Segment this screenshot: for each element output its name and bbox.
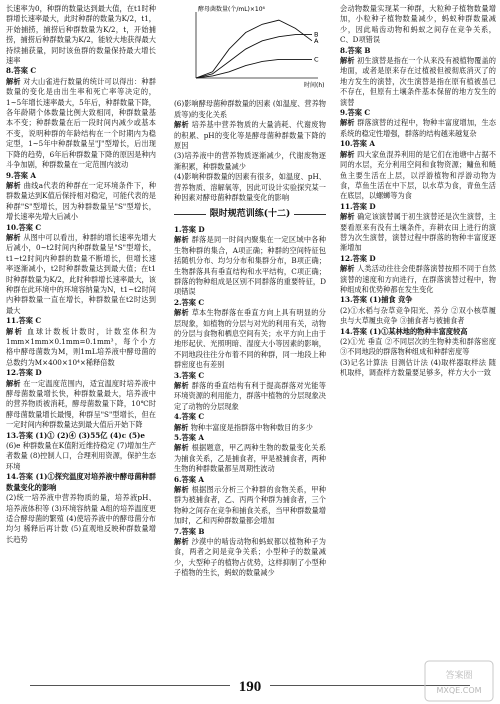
body-text: 草本生物群落在垂直方向上具有明显的分层现象，如植物的分层与对光的利用有关，动物的分层与食物和栖息空间有关；水平方向上由于地形起伏、光照明暗、湿度大小等因素的影响，不同地段往往分布着不同的种群，同一地段上种群密度也有差别: [174, 308, 326, 370]
series-label-A: A: [314, 36, 319, 45]
chart-title: 酵母菌数量(个/mL)×10⁶: [198, 6, 265, 13]
x-axis-label: 时间(h): [304, 82, 325, 89]
question-number: 6.: [174, 474, 182, 484]
body-text: A: [198, 433, 204, 442]
body-text: A: [369, 139, 375, 149]
answer-line: [174, 433, 326, 443]
answer-line: [6, 66, 156, 76]
answer-label: 答案: [181, 526, 196, 536]
body-text: 人类活动往往会使群落演替按照不同于自然演替的速度和方向进行，在群落演替过程中，物种组成和优势种都在发生变化: [340, 264, 496, 294]
question-number: 5.: [174, 433, 182, 442]
body-text: 物种丰富度是指群落中物种数目的多少: [190, 422, 313, 432]
body-text: (1)①某林地的物种丰富度较高: [369, 326, 468, 336]
answer-line: [340, 327, 496, 337]
body-text: B: [198, 526, 205, 536]
column-right: [340, 4, 496, 379]
analysis-label: 解析: [6, 326, 24, 336]
explanation-paragraph: [340, 4, 496, 46]
section-title: 限时规范训练(十二): [174, 209, 326, 219]
analysis-label: 解析: [174, 120, 189, 130]
answer-label: 答案: [18, 368, 33, 378]
explanation-paragraph: [340, 150, 496, 202]
column-left: [6, 4, 156, 545]
body-text: C: [30, 66, 37, 76]
answer-line: [6, 316, 156, 326]
answer-line: [174, 371, 326, 381]
analysis-label: 解析: [340, 149, 355, 159]
answer-label: 答案: [13, 170, 28, 180]
analysis-label: 解析: [174, 485, 189, 495]
body-text: 初生演替是指在一个从来没有被植物覆盖的地面，或者是原来存在过植被但被彻底消灭了的地方发生的演替，次生演替是指在原有植被虽已不存在，但原有土壤条件基本保留的地方发生的演替: [340, 56, 496, 107]
column-middle: [174, 4, 326, 579]
body-text: (6)影响酵母菌种群数量的因素 (如温度、营养物质等)的变化关系: [174, 99, 326, 119]
explanation-paragraph: [6, 379, 156, 431]
question-number: 10.: [340, 139, 353, 149]
body-text: 群落是同一时间内聚集在一定区域中各种生物种群的集合，A项正确；种群的空间特征包括随机分布、均匀分布和集群分布，B项正确；生物群落具有垂直结构和水平结构，C项正确；群落的物种组成是区别不同群落的重要特征，D项错误: [174, 235, 326, 297]
answer-label: 答案: [352, 201, 367, 211]
body-text: C: [198, 297, 205, 307]
population-growth-chart: [178, 4, 326, 92]
answer-label: 答案: [181, 474, 196, 484]
series-line-A: [196, 20, 312, 78]
body-text: 群落演替的过程中，物种丰富度增加，生态系统的稳定性增强，群落的结构越来越复杂: [340, 118, 496, 138]
answer-label: 答案: [18, 222, 33, 232]
footer-rule-left: [30, 685, 230, 686]
answer-label: 答案: [181, 297, 196, 307]
explanation-paragraph: [174, 235, 326, 297]
body-text: 对大山雀进行数量的统计可以得出：种群数量的变化是由出生率和死亡率等决定的，1~5年增长速率最大，5年后，种群数量下降，各年龄期个体数量比例大致相同，种群数量基本不变；种群数量在后一段时间内减少或基本不变，说明种群的年龄结构在一个时期内为稳定型，1~5年中种群数量呈"J"型增长，后出现下降的趋势，6年后种群数量下降的原因是种内斗争加剧，种群数量在一定范围内波动: [6, 76, 156, 170]
analysis-label: 解析: [6, 232, 21, 242]
body-text: (2)①水稻与杂草竞争阳光、养分 ②双小核草履虫与大草履虫竞争 ③捕食者与被捕食者: [340, 305, 496, 326]
explanation-paragraph: [340, 118, 496, 139]
analysis-label: 解析: [174, 308, 189, 318]
analysis-label: 解析: [340, 56, 355, 66]
question-number: 8.: [6, 66, 14, 76]
body-text: (3)培养液中的营养物质逐渐减少，代谢废物逐渐积累，种群数量减少: [174, 151, 326, 171]
explanation-paragraph: [174, 381, 326, 412]
body-text: (3)记名计算法 目测估计法 (4)取样器取样法 随机取样，调查样方数量要足够多，样方大小一致: [340, 357, 496, 378]
answer-line: [174, 475, 326, 485]
question-number: 14.: [340, 326, 353, 336]
body-text: C: [35, 222, 42, 232]
question-number: 12.: [340, 253, 353, 263]
body-text: 四大家鱼混养利用的是它们在池塘中占据不同的水层，充分利用空间和食物资源；鳙鱼和鲢鱼主要生活在上层，以浮游植物和浮游动物为食，草鱼生活在中下层，以水草为食，青鱼生活在底层，以螺蛳等为食: [340, 149, 496, 201]
answer-label: 答案: [18, 430, 33, 440]
body-text: D: [35, 368, 42, 378]
analysis-label: 解析: [174, 537, 189, 547]
answer-line: [174, 298, 326, 308]
question-number: 4.: [174, 412, 182, 422]
explanation-paragraph: [6, 181, 156, 223]
body-text: 确定该演替属于初生演替还是次生演替，主要看原来有没有土壤条件，弃耕农田上进行的演替为次生演替，演替过程中群落的物种丰富度逐渐增加: [340, 212, 496, 253]
body-text: C: [364, 108, 371, 118]
answer-label: 答案: [18, 472, 34, 482]
analysis-label: 解析: [6, 180, 22, 190]
explanation-paragraph: [340, 358, 496, 379]
question-number: 8.: [340, 45, 348, 55]
question-number: 9.: [6, 170, 14, 180]
explanation-paragraph: [6, 77, 156, 171]
body-text: 根据图示分析三个种群的食物关系，甲种群为被捕食者，乙、丙两个种群为捕食者，三个物种之间存在竞争和捕食关系，当甲种群数量增加时，乙和丙种群数量都会增加: [174, 485, 326, 526]
explanation-paragraph: [340, 264, 496, 295]
series-label-B: B: [314, 30, 319, 39]
analysis-label: 解析: [174, 235, 189, 245]
body-text: B: [364, 45, 371, 55]
question-number: 1.: [174, 224, 182, 234]
question-number: 12.: [6, 368, 19, 378]
watermark-text: 答案圈: [445, 671, 473, 681]
analysis-label: 解析: [340, 264, 355, 274]
answer-line: [340, 254, 496, 264]
answer-label: 答案: [18, 316, 33, 326]
question-number: 3.: [174, 370, 182, 380]
explanation-paragraph: [6, 441, 156, 472]
answer-label: 答案: [347, 108, 362, 118]
answer-label: 答案: [347, 45, 362, 55]
answer-label: 答案: [352, 326, 367, 336]
answer-label: 答案: [181, 433, 196, 442]
question-number: 7.: [174, 526, 182, 536]
answer-label: 答案: [352, 139, 367, 149]
body-text: (1)① (2)④ (3)55亿 (4)c (5)e: [35, 430, 145, 440]
answer-label: 答案: [352, 253, 367, 263]
body-text: (1)捕食 竞争: [369, 295, 413, 305]
body-text: D: [198, 224, 205, 234]
body-text: 从图中可以看出，种群的增长速率先增大后减小，0~t2时间内种群数量呈"S"型增长，t1~t2时间内种群的数量不断增长，但增长速率逐渐减小，t2时种群数量达到最大值；在t1时种群数量为K/2，此时种群增长速率最大，该种群在此环境中的环境容纳量为N，t1~t2时间内种群数量一直在增长，种群数量在t2时达到最大: [6, 232, 156, 315]
body-text: (4)影响种群数量的因素有很多，如温度、pH、营养物质、溶解氧等，因此可设计实验探究某一种因素对酵母菌种群数量变化的影响: [174, 172, 326, 203]
analysis-label: 解析: [174, 422, 189, 432]
body-text: A: [198, 474, 204, 484]
answer-line: [340, 139, 496, 149]
answer-label: 答案: [181, 224, 196, 234]
question-number: 11.: [340, 201, 353, 211]
answer-line: [340, 202, 496, 212]
answer-label: 答案: [13, 66, 28, 76]
answer-label: 答案: [181, 370, 196, 380]
answer-line: [340, 46, 496, 56]
answer-label: 答案: [352, 295, 367, 305]
explanation-paragraph: [174, 443, 326, 474]
body-text: (2)①光 垂直 ②不同层次的生物种类和群落密度 ③不同地段的群落物种组成和种群密度等: [340, 337, 496, 357]
analysis-label: 解析: [6, 378, 21, 388]
body-text: 血球计数板计数时，计数室体积为1mm×1mm×0.1mm=0.1mm³，每个小方格中酵母菌数为M，则1mL培养液中酵母菌的总数约为M×400×10⁴×稀释倍数: [6, 326, 156, 367]
question-number: 9.: [340, 108, 348, 118]
analysis-label: 解析: [174, 443, 189, 453]
question-number: 11.: [6, 316, 19, 326]
explanation-paragraph: [174, 99, 326, 120]
series-line-C: [196, 59, 312, 78]
body-text: D: [369, 253, 376, 263]
analysis-label: 解析: [6, 76, 21, 86]
answer-line: [6, 223, 156, 233]
series-line-B: [196, 35, 312, 78]
explanation-paragraph: [174, 172, 326, 203]
question-number: 13.: [6, 430, 19, 440]
question-number: 10.: [6, 222, 19, 232]
watermark-logo: [424, 660, 494, 702]
explanation-paragraph: [340, 337, 496, 358]
analysis-label: 解析: [340, 212, 355, 222]
explanation-paragraph: [174, 485, 326, 527]
body-text: (2)统一培养液中营养物质的量，培养液pH、培养液体积等 (3)环境容纳量 A组的培养温度更适合酵母菌的繁殖 (4)使培养液中的酵母菌分布均匀 稀释后再计数 (5)直观地反映种群数量增长趋势: [6, 493, 156, 544]
body-text: 会动物数量实现某一种群，大粒种子植物数量增加，小粒种子植物数量减少，蚂蚁种群数量减少，因此啮齿动物和蚂蚁之间存在竞争关系，C、D项错误: [340, 4, 496, 45]
explanation-paragraph: [174, 308, 326, 370]
explanation-paragraph: [340, 56, 496, 108]
body-text: A: [30, 170, 36, 180]
body-text: C: [198, 412, 205, 422]
explanation-paragraph: [340, 212, 496, 254]
body-text: D: [369, 201, 376, 211]
explanation-paragraph: [6, 493, 156, 545]
explanation-paragraph: [174, 423, 326, 433]
explanation-paragraph: [6, 233, 156, 316]
answer-line: [6, 171, 156, 181]
answer-line: [340, 295, 496, 305]
explanation-paragraph: [340, 306, 496, 327]
analysis-label: 解析: [174, 380, 189, 390]
body-text: 长速率为0，种群的数量达到最大值，在t1时种群增长速率最大，此时种群的数量为K/2，t1，开始捕捞，捕捞后种群数量为K/2，t，开始捕捞，捕捞后种群数量为K/2，能较大地获得最大持续捕获量，同时该鱼群的数量保持最大增长速率: [6, 4, 156, 66]
body-text: 在一定温度范围内，适宜温度时培养液中酵母菌数量增长快，种群数量最大，培养液中的营养物质被消耗，酵母菌数量下降，10℃时酵母菌数量增长最慢，种群呈"S"型增长，但在一定时间内种群数量达到最大值后开始下降: [6, 378, 156, 430]
answer-line: [6, 472, 156, 493]
body-text: C: [35, 316, 42, 326]
body-text: (1)①探究温度对培养液中酵母菌种群数量变化的影响: [6, 472, 156, 492]
explanation-paragraph: [174, 537, 326, 579]
answer-line: [174, 412, 326, 422]
body-text: 曲线a代表的种群在一定环境条件下，种群数量达到K值后保持相对稳定，可能代表的是种群"S"型增长，因为种群数量呈"S"型增长，增长速率先增大后减小: [6, 180, 156, 222]
answer-line: [6, 431, 156, 441]
question-number: 14.: [6, 472, 19, 482]
body-text: (6)e 种群数量在K值附近维持稳定 (7)增加生产者数量 (8)控制人口，合理利用资源，保护生态环境: [6, 441, 156, 471]
page-number: 190: [238, 679, 262, 695]
explanation-paragraph: [6, 327, 156, 369]
series-label-C: C: [314, 55, 319, 64]
question-number: 2.: [174, 297, 182, 307]
answer-line: [340, 108, 496, 118]
answer-line: [174, 225, 326, 235]
explanation-paragraph: [174, 120, 326, 151]
answer-label: 答案: [181, 412, 196, 422]
explanation-paragraph: [174, 151, 326, 172]
body-text: 沙漠中的啮齿动物和蚂蚁都以植物种子为食，两者之间是竞争关系；小型种子的数量减少，大型种子的植物占优势，这样抑制了小型种子植物的生长，蚂蚁的数量减少: [174, 537, 326, 578]
body-text: C: [198, 370, 205, 380]
question-number: 13.: [340, 295, 353, 305]
answer-line: [174, 527, 326, 537]
analysis-label: 解析: [340, 118, 355, 128]
body-text: 群落的垂直结构有利于提高群落对光能等环境资源的利用能力，群落中植物的分层现象决定了动物的分层现象: [174, 380, 326, 411]
answer-line: [6, 368, 156, 378]
body-text: 培养基中营养物质的大量消耗、代谢废物的积累、pH的变化等是酵母菌种群数量下降的原因: [174, 120, 326, 151]
watermark-url: MXQE.COM: [436, 686, 482, 695]
explanation-paragraph: [6, 4, 156, 66]
body-text: 根据题意，甲乙两种生物的数量变化关系为捕食关系，乙是捕食者，甲是被捕食者，两种生物的种群数量都呈周期性波动: [174, 443, 326, 474]
